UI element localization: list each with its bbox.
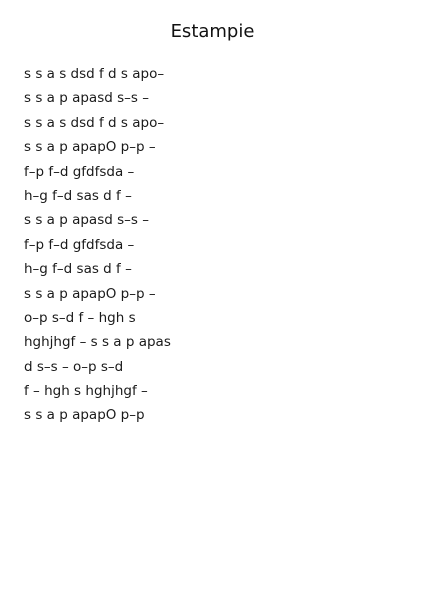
text-line: d s–s – o–p s–d — [24, 358, 124, 375]
text-line: s s a p apapO p–p – — [24, 285, 156, 302]
text-line: s s a p apasd s–s – — [24, 212, 149, 229]
text-lines — [24, 62, 404, 428]
text-line: f–p f–d gfdfsda – — [24, 236, 135, 253]
text-line: s s a p apasd s–s – — [24, 90, 149, 107]
text-line: h–g f–d sas d f – — [24, 261, 132, 278]
text-line: s s a p apapO p–p – — [24, 139, 156, 156]
document-title: Estampie — [170, 21, 255, 42]
text-line: h–g f–d sas d f – — [24, 187, 132, 204]
text-line: s s a p apapO p–p — [24, 407, 145, 424]
text-line: o–p s–d f – hgh s — [24, 309, 136, 326]
text-line: s s a s dsd f d s apo– — [24, 66, 165, 82]
text-line: f–p f–d gfdfsda – — [24, 163, 135, 180]
text-line: hghjhgf – s s a p apas — [24, 334, 171, 351]
text-line: f – hgh s hghjhgf – — [24, 383, 148, 400]
text-line: s s a s dsd f d s apo– — [24, 114, 165, 131]
